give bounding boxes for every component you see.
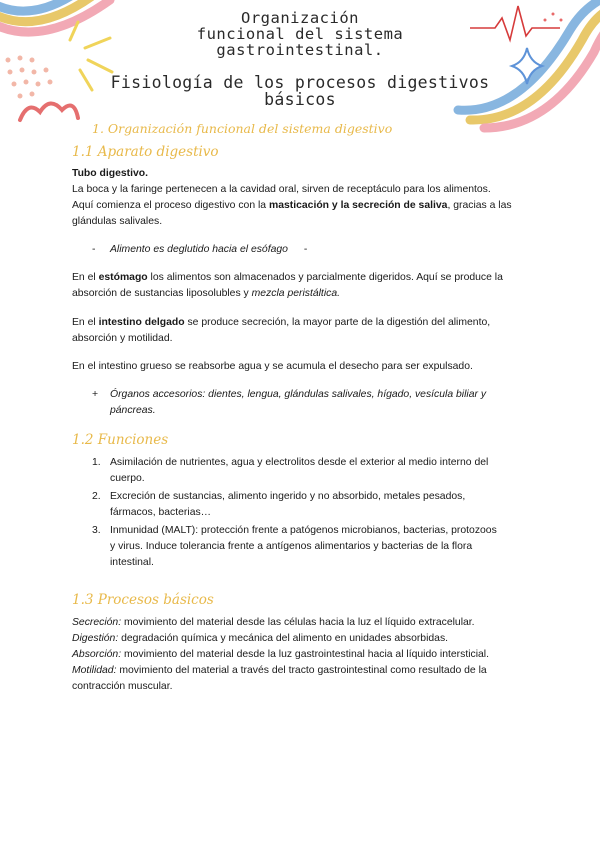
proceso-motilidad bbox=[72, 663, 552, 679]
estomago-emphasis: estómago bbox=[98, 272, 148, 283]
item-number: 3. bbox=[92, 525, 101, 536]
section-1-1-heading: 1.1 Aparato digestivo bbox=[72, 144, 219, 160]
text: Aquí comienza el proceso digestivo con la bbox=[72, 200, 269, 211]
tubo-digestivo-label bbox=[72, 166, 534, 182]
document-title bbox=[0, 10, 600, 58]
delgado-paragraph-line-1 bbox=[72, 315, 534, 331]
item-line: intestinal. bbox=[110, 557, 154, 568]
title-line: gastrointestinal. bbox=[216, 41, 384, 59]
boca-paragraph-line-2 bbox=[72, 198, 552, 214]
boca-paragraph-line-3: glándulas salivales. bbox=[72, 216, 163, 227]
text: se produce secreción, la mayor parte de la digestión del alimento, bbox=[184, 317, 491, 328]
text: absorción de sustancias liposolubles y bbox=[72, 288, 252, 299]
section-1-heading: 1. Organización funcional del sistema digestivo bbox=[92, 121, 393, 136]
item-line: Asimilación de nutrientes, agua y electrolitos desde el exterior al medio interno del bbox=[110, 457, 489, 468]
bullet-marker: + bbox=[92, 389, 99, 400]
bullet-text: Alimento es deglutido hacia el esófago bbox=[110, 244, 288, 255]
item-line: Excreción de sustancias, alimento ingerido y no absorbido, metales pesados, bbox=[110, 491, 466, 502]
text: En el bbox=[72, 272, 99, 283]
item-number: 2. bbox=[92, 491, 101, 502]
function-item-1 bbox=[92, 455, 489, 484]
bullet-marker: - bbox=[92, 244, 96, 255]
proceso-absorcion bbox=[72, 647, 552, 663]
boca-paragraph-line-1: La boca y la faringe pertenecen a la cavidad oral, sirven de receptáculo para los alimentos. bbox=[72, 184, 491, 195]
deglucion-bullet bbox=[92, 242, 308, 258]
item-line: fármacos, bacterias… bbox=[110, 507, 212, 518]
definition: movimiento del material desde la luz gastrointestinal hacia al líquido intersticial. bbox=[121, 649, 489, 660]
mezcla-emphasis: mezcla peristáltica. bbox=[251, 288, 340, 299]
subtitle-line: Fisiología de los procesos digestivos bbox=[110, 73, 490, 92]
proceso-motilidad-line-2: contracción muscular. bbox=[72, 681, 173, 692]
section-1-2-heading: 1.2 Funciones bbox=[72, 432, 169, 448]
item-line: y virus. Induce tolerancia frente a antígenos alimentarios y bacterias de la flora bbox=[110, 541, 473, 552]
subtitle-line: básicos bbox=[264, 90, 336, 109]
item-line: cuerpo. bbox=[110, 473, 145, 484]
term: Absorción: bbox=[72, 649, 122, 660]
function-item-3 bbox=[92, 523, 497, 568]
document-subtitle bbox=[0, 74, 600, 108]
term: Motilidad: bbox=[72, 665, 117, 676]
term: Secreción: bbox=[72, 617, 122, 628]
accesorios-bullet bbox=[92, 387, 487, 416]
delgado-emphasis: intestino delgado bbox=[98, 317, 185, 328]
item-line: Inmunidad (MALT): protección frente a patógenos microbianos, bacterias, protozoos bbox=[110, 525, 497, 536]
item-number: 1. bbox=[92, 457, 101, 468]
text: los alimentos son almacenados y parcialmente digeridos. Aquí se produce la bbox=[147, 272, 503, 283]
estomago-paragraph-line-2 bbox=[72, 286, 534, 302]
title-line: funcional del sistema bbox=[196, 25, 404, 43]
proceso-secrecion bbox=[72, 615, 552, 631]
estomago-paragraph-line-1 bbox=[72, 270, 552, 286]
definition: movimiento del material desde las células hacia la luz el líquido extracelular. bbox=[121, 617, 475, 628]
function-item-2 bbox=[92, 489, 466, 518]
text: En el bbox=[72, 317, 99, 328]
delgado-paragraph-line-2: absorción y motilidad. bbox=[72, 333, 173, 344]
text: , gracias a las bbox=[447, 200, 512, 211]
term: Digestión: bbox=[72, 633, 119, 644]
tubo-label: Tubo digestivo. bbox=[72, 168, 149, 179]
bullet-tail: - bbox=[303, 244, 308, 255]
grueso-paragraph: En el intestino grueso se reabsorbe agua y se acumula el desecho para ser expulsado. bbox=[72, 361, 473, 372]
accesorios-line-1: Órganos accesorios: dientes, lengua, glándulas salivales, hígado, vesícula biliar y bbox=[110, 389, 487, 400]
accesorios-line-2: páncreas. bbox=[110, 405, 156, 416]
proceso-digestion bbox=[72, 631, 552, 647]
definition: degradación química y mecánica del alimento en unidades absorbidas. bbox=[118, 633, 449, 644]
definition: movimiento del material a través del tracto gastrointestinal como resultado de la bbox=[116, 665, 487, 676]
title-line: Organización bbox=[241, 9, 359, 27]
section-1-3-heading: 1.3 Procesos básicos bbox=[72, 592, 214, 608]
masticacion-emphasis: masticación y la secreción de saliva bbox=[268, 200, 448, 211]
